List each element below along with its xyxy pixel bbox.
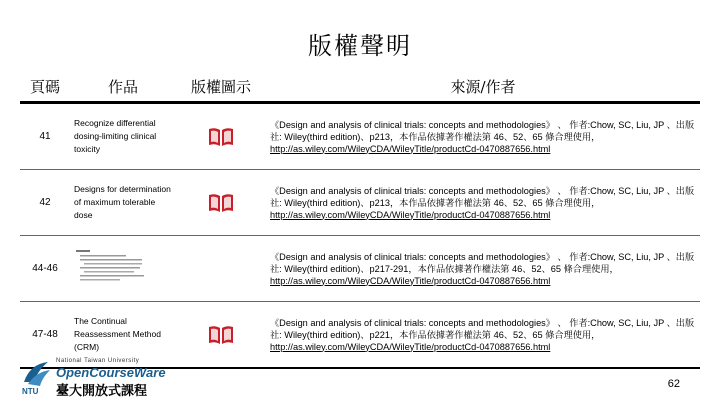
header-source: 來源/作者 [266,71,700,103]
row-source [266,103,700,170]
logo-ocw: OpenCourseWare [56,365,166,380]
row-license [176,103,266,170]
row-source [266,236,700,302]
row-source [266,302,700,369]
row-work-thumbnail [70,236,176,302]
header-page: 頁碼 [20,71,70,103]
row-license [176,170,266,236]
source-link[interactable]: http://as.wiley.com/WileyCDA/WileyTitle/productCd-0470887656.html [270,143,551,154]
row-work: The Continual Reassessment Method (CRM) [70,302,176,369]
header-license-icon: 版權圖示 [176,71,266,103]
table-row [20,103,700,170]
book-icon [207,324,235,346]
source-text: 《Design and analysis of clinical trials: concepts and methodologies》 、 作者:Chow, SC, Liu, JP 、出版社: Wiley(third edition)、p221，本作品依據著作權法第 46、52、65 條合理使用， [270,317,695,340]
row-page: 41 [20,103,70,170]
source-text: 《Design and analysis of clinical trials: concepts and methodologies》 、 作者:Chow, SC, Liu, JP 、出版社: Wiley(third edition)、p217-291，本作品依據著作權法第 46、52、65 條合理使用， [270,251,695,274]
document-thumbnail-icon [72,245,162,293]
source-text: 《Design and analysis of clinical trials: concepts and methodologies》 、 作者:Chow, SC, Liu, JP 、出版社: Wiley(third edition)、p213，本作品依據著作權法第 46、52、65 條合理使用， [270,119,695,142]
row-license [176,236,266,302]
row-page: 44-46 [20,236,70,302]
copyright-table [20,71,700,369]
book-icon [207,192,235,214]
source-link[interactable]: http://as.wiley.com/WileyCDA/WileyTitle/productCd-0470887656.html [270,275,551,286]
page-title: 版權聲明 [308,32,412,60]
source-link[interactable]: http://as.wiley.com/WileyCDA/WileyTitle/productCd-0470887656.html [270,209,551,220]
table-header-row [20,71,700,103]
ntu-logo-icon [20,358,54,396]
source-text: 《Design and analysis of clinical trials: concepts and methodologies》 、 作者:Chow, SC, Liu, JP 、出版社: Wiley(third edition)、p213，本作品依據著作權法第 46、52、65 條合理使用， [270,185,695,208]
logo-chinese: 臺大開放式課程 [56,384,148,399]
row-work: Recognize differential dosing-limiting clinical toxicity [70,103,176,170]
header-work: 作品 [70,71,176,103]
table-row [20,170,700,236]
source-link[interactable]: http://as.wiley.com/WileyCDA/WileyTitle/productCd-0470887656.html [270,341,551,352]
row-page: 47-48 [20,302,70,369]
svg-text:NTU: NTU [22,387,39,396]
table-row [20,236,700,302]
row-source [266,170,700,236]
page-number: 62 [667,378,680,390]
ntu-ocw-logo [20,358,190,398]
logo-university: National Taiwan University [56,358,140,364]
row-page: 42 [20,170,70,236]
book-icon [207,126,235,148]
row-work: Designs for determination of maximum tolerable dose [70,170,176,236]
